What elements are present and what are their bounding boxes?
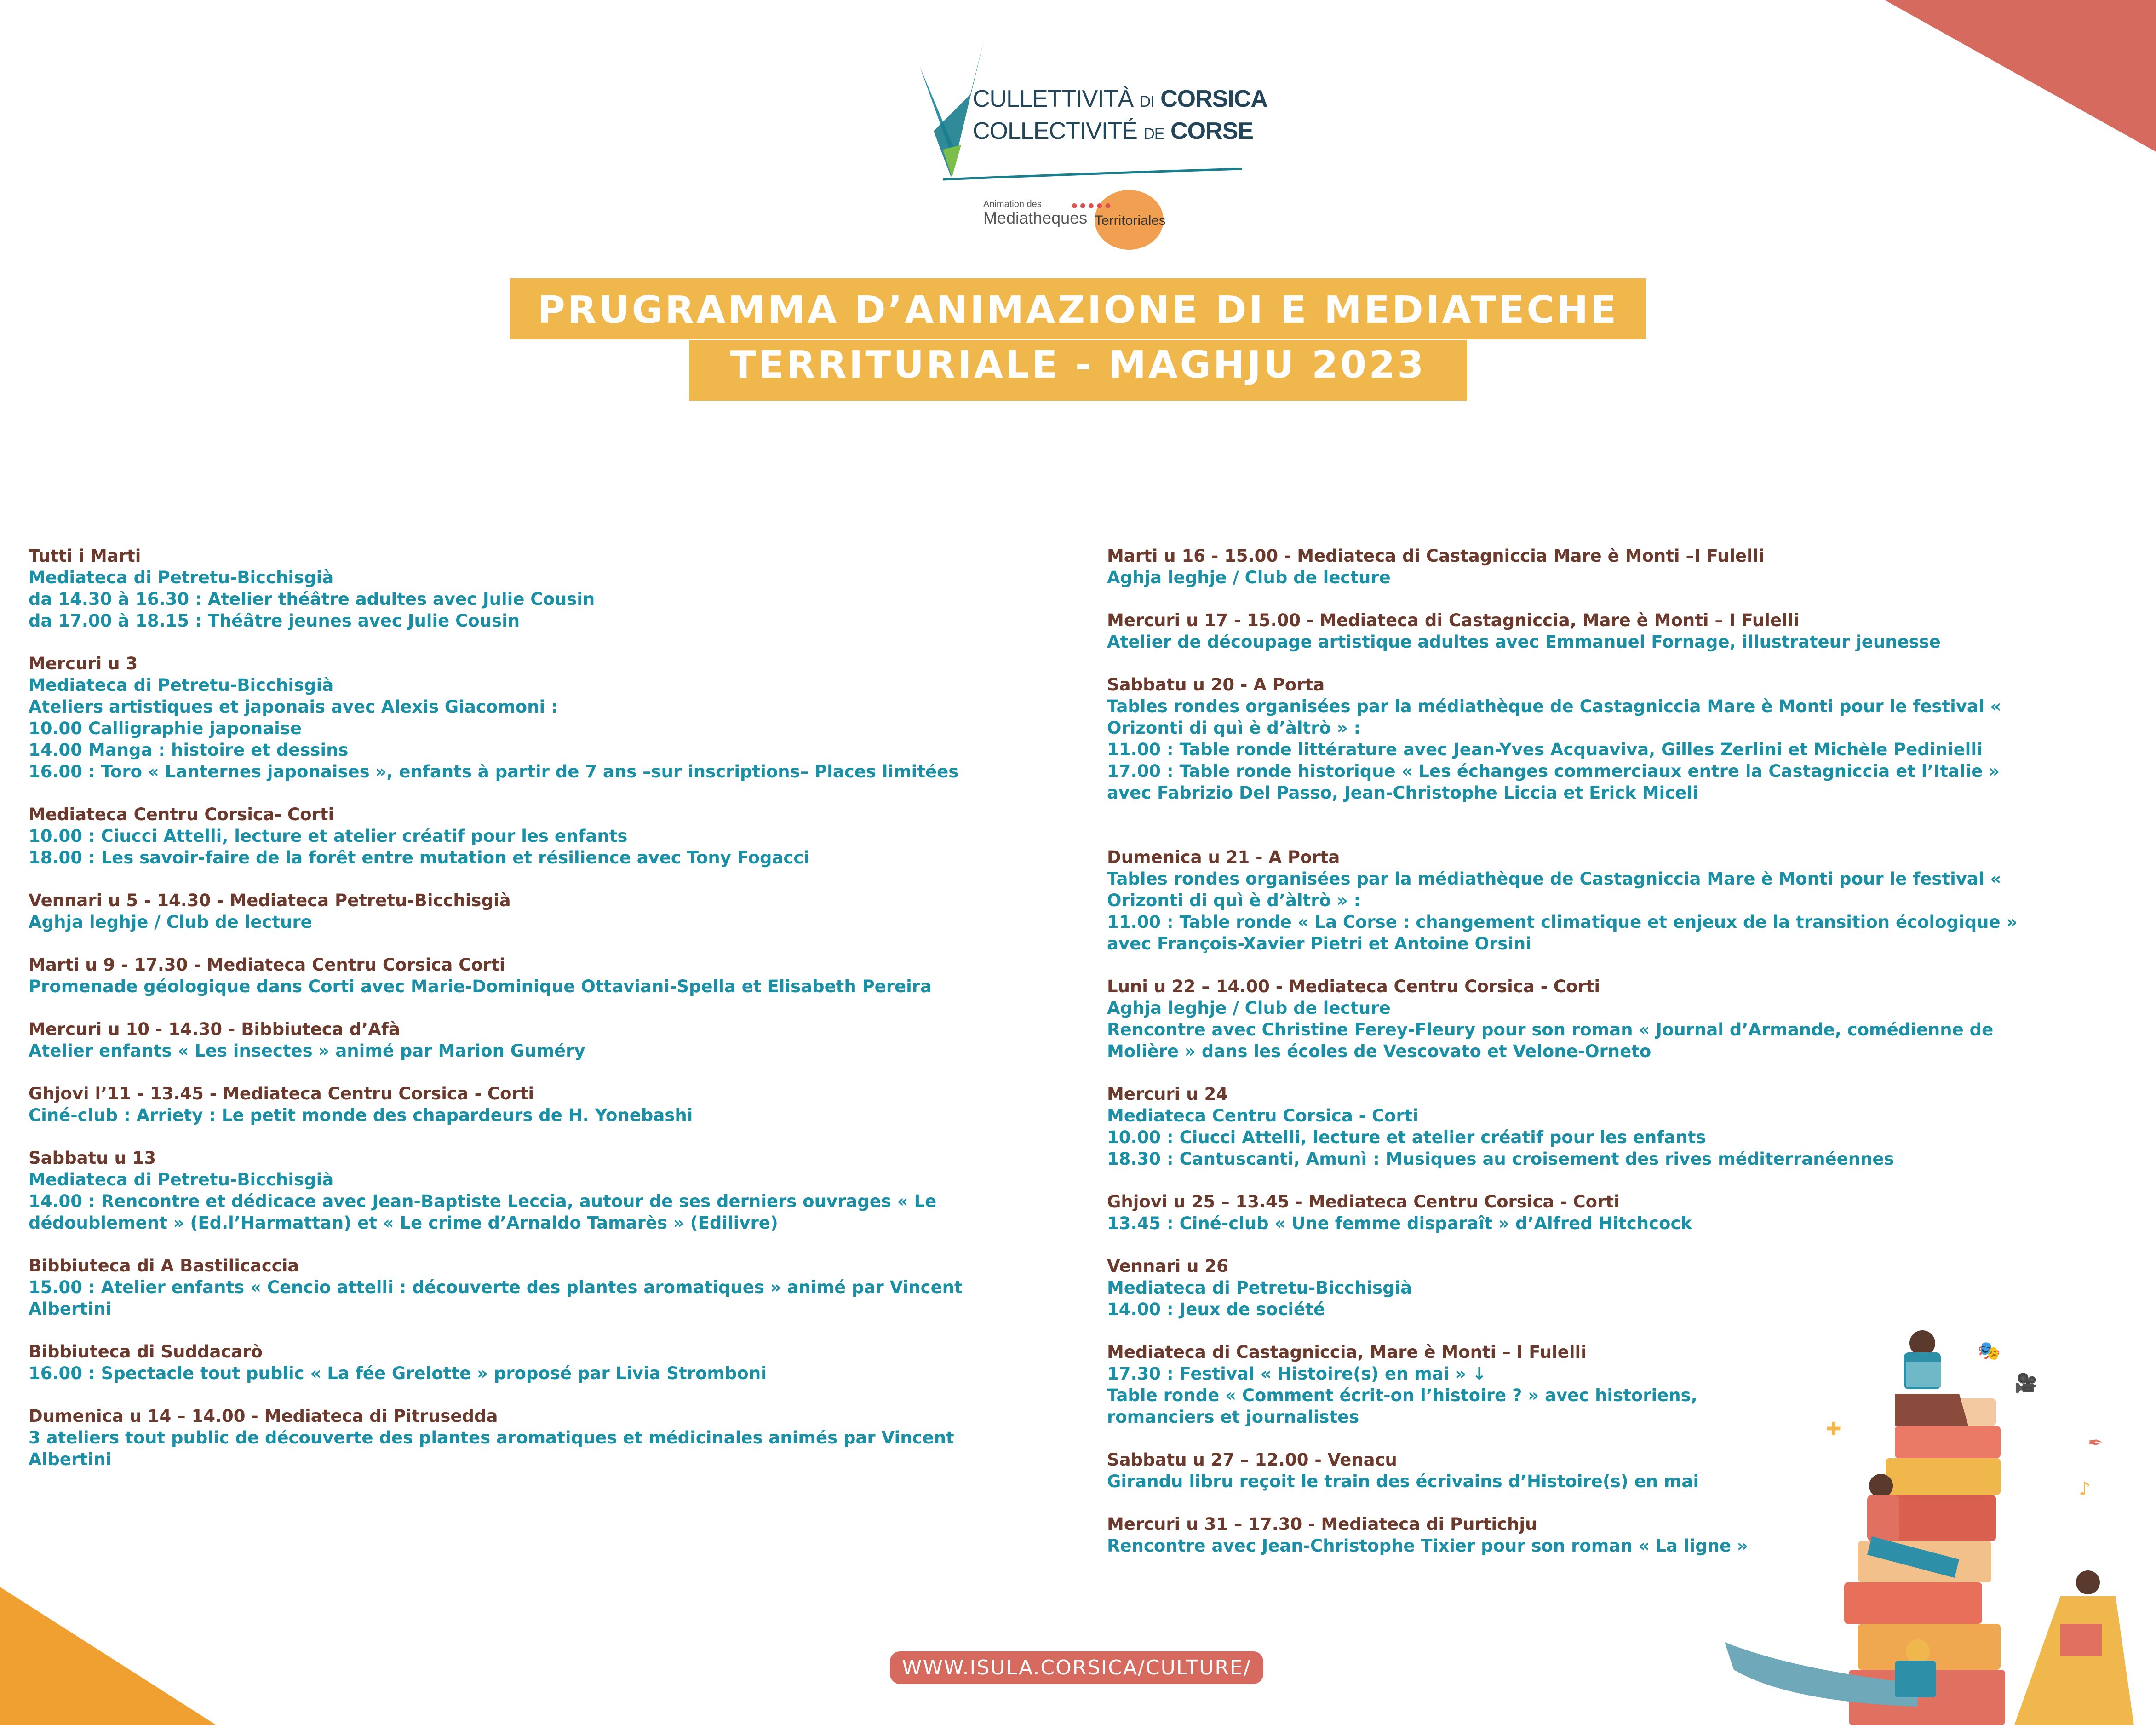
event-detail: Rencontre avec Jean-Christophe Tixier pour son roman « La ligne » <box>1107 1536 1748 1556</box>
event-detail: Atelier enfants « Les insectes » animé par Marion Guméry <box>29 1041 585 1061</box>
event-detail: Aghja leghje / Club de lecture <box>29 912 312 932</box>
event-detail: 17.30 : Festival « Histoire(s) en mai » ↓ <box>1107 1364 1487 1384</box>
event-detail: Mediateca di Petretu-Bicchisgià <box>29 568 334 587</box>
event-detail: Aghja leghje / Club de lecture <box>1107 568 1391 587</box>
event-detail: 18.00 : Les savoir-faire de la forêt entre mutation et résilience avec Tony Fogacci <box>29 848 809 868</box>
event-detail: avec François-Xavier Pietri et Antoine Orsini <box>1107 934 1531 954</box>
event-heading: Ghjovi u 25 – 13.45 - Mediateca Centru Corsica - Corti <box>1107 1192 1620 1212</box>
event-detail: 16.00 : Spectacle tout public « La fée Grelotte » proposé par Livia Stromboni <box>29 1363 767 1383</box>
event-detail: 15.00 : Atelier enfants « Cencio attelli : découverte des plantes aromatiques » animé par Vincent <box>29 1277 963 1297</box>
event-detail: Rencontre avec Christine Ferey-Fleury pour son roman « Journal d’Armande, comédienne de <box>1107 1020 1994 1040</box>
event-heading: Sabbatu u 13 <box>29 1148 156 1168</box>
sublogo-territoriales-text: Territoriales <box>1095 213 1166 228</box>
event-block <box>1107 545 2017 588</box>
event-detail: 16.00 : Toro « Lanternes japonaises », enfants à partir de 7 ans –sur inscriptions– Places limitées <box>29 762 959 782</box>
logo-line-corsican: CULLETTIVITÀ DI CORSICA <box>973 86 1267 112</box>
collectivite-de-corse-logo <box>915 39 1267 191</box>
event-heading: Mercuri u 3 <box>29 654 138 673</box>
event-detail: Ciné-club : Arriety : Le petit monde des chapardeurs de H. Yonebashi <box>29 1105 693 1125</box>
event-detail: Molière » dans les écoles de Vescovato et Velone-Orneto <box>1107 1041 1651 1061</box>
event-detail: Ateliers artistiques et japonais avec Alexis Giacomoni : <box>29 697 558 717</box>
event-block <box>29 1147 963 1234</box>
event-detail: 10.00 : Ciucci Attelli, lecture et atelier créatif pour les enfants <box>29 826 628 846</box>
event-heading: Vennari u 26 <box>1107 1256 1228 1276</box>
event-detail: 17.00 : Table ronde historique « Les échanges commerciaux entre la Castagniccia et l’Italie » <box>1107 761 2000 781</box>
svg-text:🎭: 🎭 <box>1978 1340 2001 1362</box>
event-detail: 3 ateliers tout public de découverte des plantes aromatiques et médicinales animés par Vincent <box>29 1428 954 1448</box>
corner-triangle-top-right <box>1885 0 2156 152</box>
svg-text:✒: ✒ <box>2088 1432 2104 1454</box>
person-top-reading <box>1895 1330 1968 1426</box>
event-heading: Bibbiuteca di Suddacarò <box>29 1342 263 1362</box>
event-detail: 14.00 : Jeux de société <box>1107 1300 1325 1319</box>
event-detail: 11.00 : Table ronde littérature avec Jean-Yves Acquaviva, Gilles Zerlini et Michèle Pedinielli <box>1107 740 1983 759</box>
event-heading: Tutti i Marti <box>29 546 141 566</box>
corner-triangle-bottom-left <box>0 1587 216 1725</box>
event-block <box>1107 674 2017 804</box>
event-heading: Bibbiuteca di A Bastilicaccia <box>29 1256 299 1276</box>
event-block <box>29 1255 963 1320</box>
event-heading: Mediateca di Castagniccia, Mare è Monti – I Fulelli <box>1107 1342 1587 1362</box>
sublogo-main-text: Mediatheques <box>983 208 1088 227</box>
event-heading: Mediateca Centru Corsica- Corti <box>29 805 334 824</box>
event-detail: Orizonti di quì è d’àltrò » : <box>1107 718 1361 738</box>
event-detail: Table ronde « Comment écrit-on l’histoire ? » avec historiens, <box>1107 1386 1697 1405</box>
event-heading: Marti u 16 - 15.00 - Mediateca di Castagniccia Mare è Monti –I Fulelli <box>1107 546 1765 566</box>
event-heading: Mercuri u 24 <box>1107 1084 1228 1104</box>
event-detail: 18.30 : Cantuscanti, Amunì : Musiques au croisement des rives méditerranéennes <box>1107 1149 1894 1169</box>
event-detail: Aghja leghje / Club de lecture <box>1107 998 1391 1018</box>
event-detail: Girandu libru reçoit le train des écrivains d’Histoire(s) en mai <box>1107 1472 1699 1491</box>
reading-people-books-illustration <box>1720 1320 2156 1725</box>
page-title-line-2: TERRITURIALE - MAGHJU 2023 <box>689 340 1468 401</box>
title-row-1 <box>0 278 2156 339</box>
svg-text:🎥: 🎥 <box>2014 1373 2037 1394</box>
page-title-line-1: PRUGRAMMA D’ANIMAZIONE DI E MEDIATECHE <box>510 278 1646 339</box>
person-bottom-right-reading <box>2014 1570 2134 1725</box>
sublogo-dots: ●●●●● <box>1072 202 1114 209</box>
event-block <box>29 653 963 782</box>
event-detail: Atelier de découpage artistique adultes avec Emmanuel Fornage, illustrateur jeunesse <box>1107 632 1941 652</box>
event-heading: Sabbatu u 27 – 12.00 - Venacu <box>1107 1450 1397 1470</box>
event-detail: Albertini <box>29 1299 112 1319</box>
event-detail: Mediateca di Petretu-Bicchisgià <box>1107 1278 1412 1298</box>
event-detail: Mediateca di Petretu-Bicchisgià <box>29 675 334 695</box>
event-detail: Orizonti di quì è d’àltrò » : <box>1107 891 1361 910</box>
event-heading: Mercuri u 31 – 17.30 - Mediateca di Purtichju <box>1107 1514 1537 1534</box>
event-detail: 10.00 : Ciucci Attelli, lecture et atelier créatif pour les enfants <box>1107 1127 1706 1147</box>
logo-underline <box>943 168 1242 182</box>
event-detail: avec Fabrizio Del Passo, Jean-Christophe Liccia et Erick Miceli <box>1107 783 1698 803</box>
event-detail: 11.00 : Table ronde « La Corse : changement climatique et enjeux de la transition écologique » <box>1107 912 2018 932</box>
event-heading: Dumenica u 21 - A Porta <box>1107 847 1340 867</box>
event-block <box>29 545 963 632</box>
event-heading: Dumenica u 14 – 14.00 - Mediateca di Pitrusedda <box>29 1406 498 1426</box>
event-block <box>1107 846 2017 954</box>
logo-line-french: COLLECTIVITÉ DE CORSE <box>973 118 1253 144</box>
event-detail: romanciers et journalistes <box>1107 1407 1359 1427</box>
event-block <box>29 890 963 933</box>
event-heading: Luni u 22 – 14.00 - Mediateca Centru Corsica - Corti <box>1107 977 1600 996</box>
svg-text:♪: ♪ <box>2079 1478 2091 1500</box>
mediatheques-territoriales-logo <box>980 186 1219 251</box>
event-heading: Sabbatu u 20 - A Porta <box>1107 675 1325 695</box>
event-detail: Promenade géologique dans Corti avec Marie-Dominique Ottaviani-Spella et Elisabeth Pereira <box>29 977 932 996</box>
event-detail: Albertini <box>29 1449 112 1469</box>
program-column-left <box>29 545 963 1491</box>
event-detail: dédoublement » (Ed.l’Harmattan) et « Le crime d’Arnaldo Tamarès » (Edilivre) <box>29 1213 778 1233</box>
event-block <box>1107 1083 2017 1170</box>
event-detail: Tables rondes organisées par la médiathèque de Castagniccia Mare è Monti pour le festival « <box>1107 696 2001 716</box>
event-heading: Marti u 9 - 17.30 - Mediateca Centru Corsica Corti <box>29 955 505 975</box>
sublogo-small-text: Animation des <box>983 199 1042 209</box>
event-heading: Ghjovi l’11 - 13.45 - Mediateca Centru Corsica - Corti <box>29 1084 534 1104</box>
event-block <box>29 1341 963 1384</box>
website-url-badge[interactable]: WWW.ISULA.CORSICA/CULTURE/ <box>890 1651 1263 1684</box>
event-block <box>1107 976 2017 1062</box>
event-block <box>1107 1255 2017 1320</box>
event-block <box>29 954 963 997</box>
svg-text:✚: ✚ <box>1826 1419 1841 1440</box>
event-block <box>29 1083 963 1126</box>
event-heading: Vennari u 5 - 14.30 - Mediateca Petretu-Bicchisgià <box>29 891 511 910</box>
event-detail: 10.00 Calligraphie japonaise <box>29 719 302 738</box>
event-block <box>29 804 963 868</box>
event-detail: da 14.30 à 16.30 : Atelier théâtre adultes avec Julie Cousin <box>29 589 595 609</box>
event-detail: Tables rondes organisées par la médiathèque de Castagniccia Mare è Monti pour le festival « <box>1107 869 2001 889</box>
event-block <box>29 1405 963 1470</box>
event-heading: Mercuri u 17 - 15.00 - Mediateca di Castagniccia, Mare è Monti – I Fulelli <box>1107 610 1800 630</box>
title-row-2 <box>0 340 2156 401</box>
event-detail: 14.00 : Rencontre et dédicace avec Jean-Baptiste Leccia, autour de ses derniers ouvrages « Le <box>29 1191 937 1211</box>
event-block <box>1107 1191 2017 1234</box>
event-block <box>1107 610 2017 653</box>
logo-v-mark <box>915 39 989 186</box>
event-detail: da 17.00 à 18.15 : Théâtre jeunes avec Julie Cousin <box>29 611 520 631</box>
event-detail: Mediateca Centru Corsica - Corti <box>1107 1106 1419 1126</box>
event-detail: 14.00 Manga : histoire et dessins <box>29 740 349 760</box>
event-heading: Mercuri u 10 - 14.30 - Bibbiuteca d’Afà <box>29 1019 400 1039</box>
event-block <box>29 1018 963 1062</box>
event-detail: Mediateca di Petretu-Bicchisgià <box>29 1170 334 1190</box>
event-detail: 13.45 : Ciné-club « Une femme disparaît » d’Alfred Hitchcock <box>1107 1213 1692 1233</box>
